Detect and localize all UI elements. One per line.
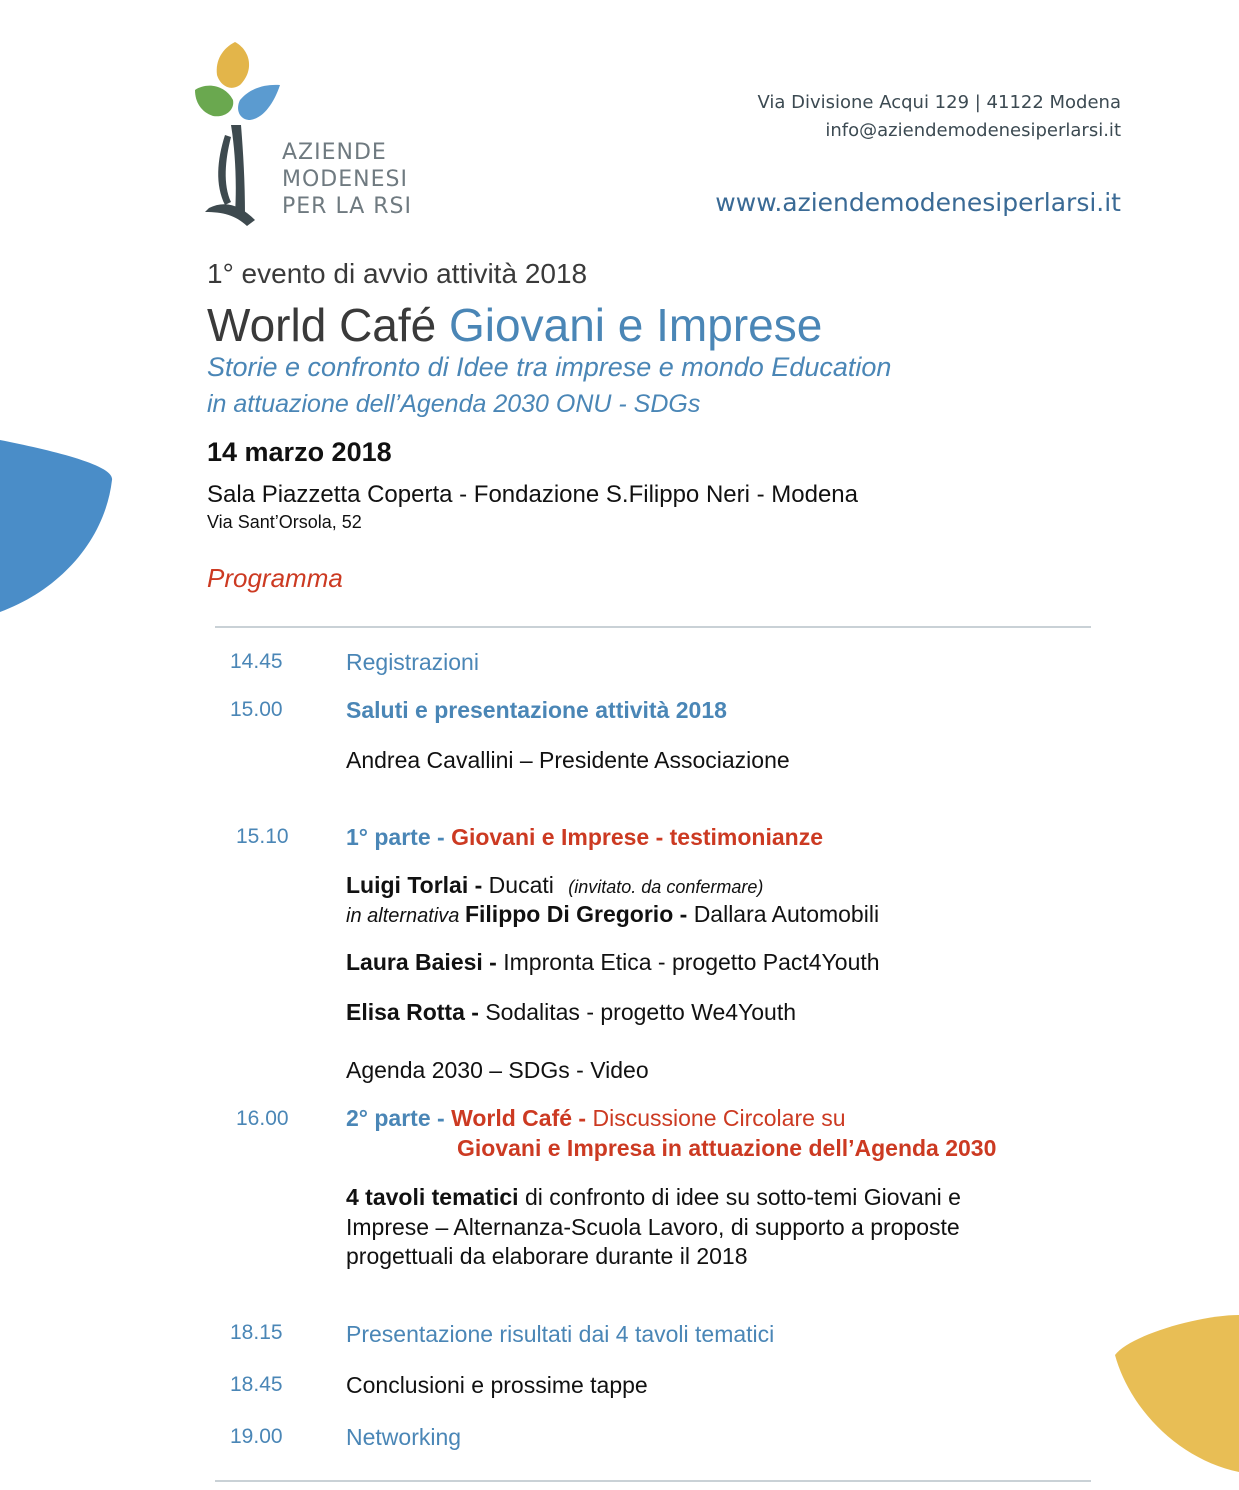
item-cavallini: Andrea Cavallini – Presidente Associazione [346, 747, 790, 773]
rotta-rest: Sodalitas - progetto We4Youth [485, 999, 797, 1025]
alt-company: Dallara Automobili [693, 901, 880, 927]
parte2-world-cafe: World Café - [451, 1105, 593, 1131]
alt-prefix: in alternativa [346, 905, 465, 927]
baiesi-name: Laura Baiesi - [346, 949, 504, 975]
logo-text-line1: AZIENDE [282, 140, 387, 165]
item-rotta [346, 999, 796, 1026]
event-address: Via Sant’Orsola, 52 [207, 512, 362, 532]
event-kicker: 1° evento di avvio attività 2018 [207, 258, 588, 289]
event-date: 14 marzo 2018 [207, 437, 392, 467]
item-presentazione: Presentazione risultati dai 4 tavoli tematici [346, 1321, 775, 1347]
item-tavoli-line1 [346, 1184, 961, 1211]
torlai-company: Ducati [488, 872, 554, 898]
logo-text-line3: PER LA RSI [282, 194, 412, 219]
item-agenda-video: Agenda 2030 – SDGs - Video [346, 1057, 649, 1083]
tavoli-bold: 4 tavoli tematici [346, 1184, 519, 1210]
time-1445: 14.45 [230, 650, 283, 673]
rotta-name: Elisa Rotta - [346, 999, 486, 1025]
item-registrazioni: Registrazioni [346, 649, 479, 675]
item-conclusioni: Conclusioni e prossime tappe [346, 1372, 648, 1398]
address-line: Via Divisione Acqui 129 | 41122 Modena [757, 92, 1121, 113]
baiesi-rest: Impronta Etica - progetto Pact4Youth [503, 949, 880, 975]
item-torlai [346, 872, 763, 899]
item-networking: Networking [346, 1424, 462, 1450]
event-venue: Sala Piazzetta Coperta - Fondazione S.Filippo Neri - Modena [207, 481, 858, 508]
time-1500: 15.00 [230, 698, 283, 721]
item-parte2-line2: Giovani e Impresa in attuazione dell’Agenda 2030 [457, 1135, 997, 1161]
time-1845: 18.45 [230, 1373, 283, 1396]
event-subtitle-line1: Storie e confronto di Idee tra imprese e mondo Education [207, 352, 892, 382]
item-parte2 [346, 1105, 846, 1132]
decorative-blue-leaf [0, 440, 115, 615]
parte2-label: 2° parte - [346, 1105, 452, 1131]
divider-bottom [215, 1480, 1091, 1482]
parte1-title: Giovani e Imprese - testimonianze [451, 824, 824, 850]
programma-heading: Programma [207, 563, 343, 593]
item-tavoli-line2: Imprese – Alternanza-Scuola Lavoro, di supporto a proposte [346, 1214, 960, 1240]
parte1-label: 1° parte - [346, 824, 452, 850]
parte2-discussione: Discussione Circolare su [592, 1105, 846, 1131]
title-giovani-imprese: Giovani e Imprese [449, 299, 823, 351]
email-link[interactable]: info@aziendemodenesiperlarsi.it [825, 120, 1121, 141]
time-1600: 16.00 [236, 1107, 289, 1130]
divider-top [215, 626, 1091, 628]
item-alternativa [346, 901, 879, 928]
alt-name: Filippo Di Gregorio - [464, 901, 694, 927]
item-saluti: Saluti e presentazione attività 2018 [346, 697, 727, 723]
decorative-yellow-leaf [1110, 1310, 1239, 1475]
item-tavoli-line3: progettuali da elaborare durante il 2018 [346, 1243, 748, 1269]
torlai-note: (invitato. da confermare) [568, 877, 764, 897]
event-title [207, 298, 822, 352]
time-1815: 18.15 [230, 1321, 283, 1344]
event-subtitle-line2: in attuazione dell’Agenda 2030 ONU - SDGs [207, 390, 701, 418]
time-1900: 19.00 [230, 1425, 283, 1448]
torlai-name: Luigi Torlai - [346, 872, 489, 898]
logo-text-line2: MODENESI [282, 167, 408, 192]
title-world-cafe: World Café [207, 299, 437, 351]
time-1510: 15.10 [236, 825, 289, 848]
website-link[interactable]: www.aziendemodenesiperlarsi.it [715, 188, 1121, 217]
item-baiesi [346, 949, 880, 976]
item-parte1 [346, 824, 823, 851]
tavoli-rest: di confronto di idee su sotto-temi Giovani e [518, 1184, 961, 1210]
